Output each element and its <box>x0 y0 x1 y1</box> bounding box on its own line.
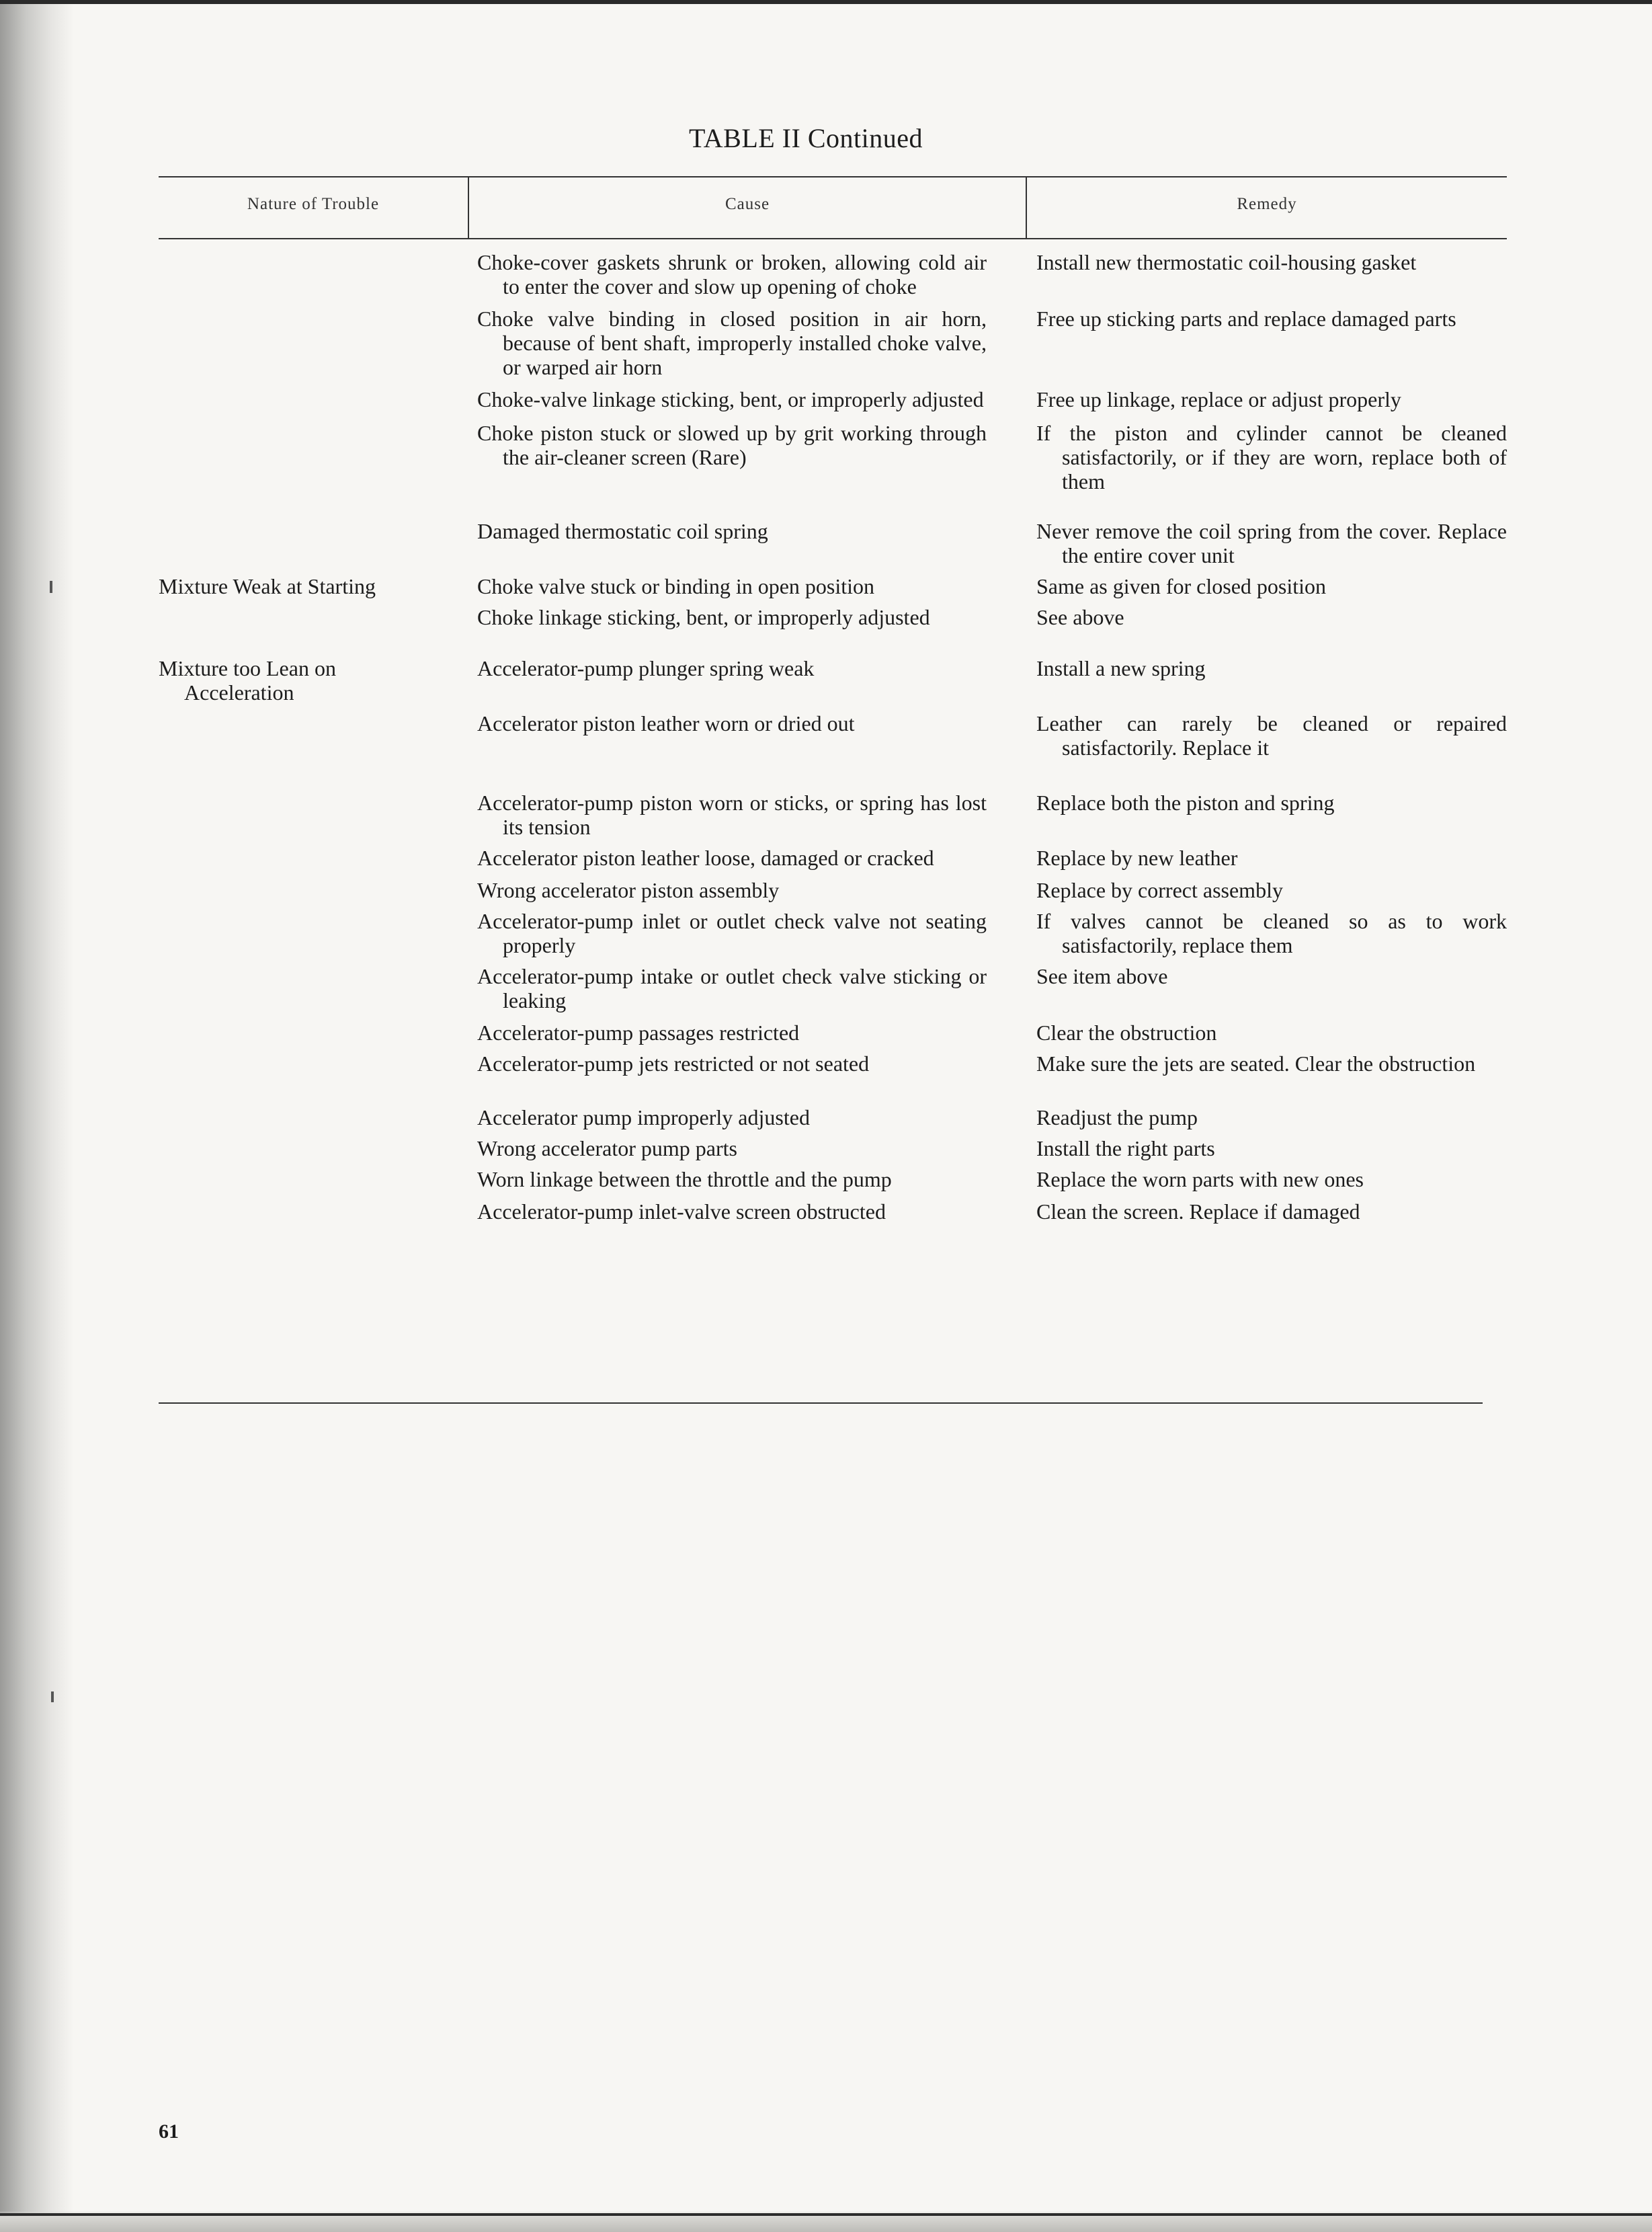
remedy-cell: See item above <box>1036 964 1168 988</box>
trouble-cell <box>159 878 477 902</box>
trouble-cell <box>159 1021 477 1045</box>
cause-cell: Choke-valve linkage sticking, bent, or improperly adjusted <box>477 387 984 411</box>
cause-cell: Accelerator-pump plunger spring weak <box>477 656 815 680</box>
remedy-cell: Free up linkage, replace or adjust properly <box>1036 387 1401 411</box>
trouble-cell <box>159 964 477 1012</box>
remedy-cell: Leather can rarely be cleaned or repaired satisfactorily. Replace it <box>1036 711 1507 760</box>
trouble-cell <box>159 791 477 839</box>
table-row <box>159 605 1507 629</box>
remedy-cell: See above <box>1036 605 1124 629</box>
cause-cell: Damaged thermostatic coil spring <box>477 519 768 543</box>
table-row <box>159 574 1507 598</box>
remedy-cell: Replace by new leather <box>1036 846 1238 870</box>
table-row <box>159 711 1507 760</box>
cause-cell: Accelerator-pump passages restricted <box>477 1021 800 1045</box>
trouble-cell <box>159 909 477 957</box>
table-row <box>159 1105 1507 1129</box>
remedy-cell: Clean the screen. Replace if damaged <box>1036 1199 1360 1224</box>
trouble-cell <box>159 421 477 493</box>
cause-cell: Wrong accelerator piston assembly <box>477 878 780 902</box>
table-row <box>159 421 1507 493</box>
remedy-cell: Install a new spring <box>1036 656 1206 680</box>
remedy-cell: Replace by correct assembly <box>1036 878 1283 902</box>
table-title: TABLE II Continued <box>689 123 923 153</box>
margin-mark <box>51 1691 54 1702</box>
cause-cell: Accelerator piston leather loose, damaged or cracked <box>477 846 934 870</box>
column-header-trouble: Nature of Trouble <box>247 195 380 213</box>
trouble-cell <box>159 387 477 411</box>
remedy-cell: Same as given for closed position <box>1036 574 1327 598</box>
table-body <box>159 250 1507 1230</box>
table-row <box>159 1136 1507 1160</box>
trouble-cell <box>159 519 477 567</box>
cause-cell: Choke piston stuck or slowed up by grit working through the air-cleaner screen (Rare) <box>477 421 987 469</box>
page-number: 61 <box>159 2120 179 2143</box>
remedy-cell: Free up sticking parts and replace damaged parts <box>1036 307 1456 331</box>
trouble-cell <box>159 1167 477 1191</box>
trouble-cell <box>159 1105 477 1129</box>
remedy-cell: Make sure the jets are seated. Clear the obstruction <box>1036 1051 1476 1076</box>
table-row <box>159 307 1507 379</box>
table-row <box>159 1021 1507 1045</box>
cause-cell: Choke valve binding in closed position in air horn, because of bent shaft, improperly installed choke valve, or warped air horn <box>477 307 987 379</box>
table-row <box>159 909 1507 957</box>
column-header-remedy: Remedy <box>1237 195 1297 213</box>
remedy-cell: Never remove the coil spring from the cover. Replace the entire cover unit <box>1036 519 1507 567</box>
cause-cell: Worn linkage between the throttle and the pump <box>477 1167 892 1191</box>
remedy-cell: Readjust the pump <box>1036 1105 1198 1129</box>
trouble-cell <box>159 1051 477 1076</box>
table-header-rule <box>159 238 1507 239</box>
remedy-cell: Replace the worn parts with new ones <box>1036 1167 1364 1191</box>
cause-cell: Choke linkage sticking, bent, or improperly adjusted <box>477 605 930 629</box>
cause-cell: Wrong accelerator pump parts <box>477 1136 737 1160</box>
table-row <box>159 250 1507 298</box>
cause-cell: Choke-cover gaskets shrunk or broken, allowing cold air to enter the cover and slow up opening of choke <box>477 250 987 298</box>
cause-cell: Accelerator-pump jets restricted or not seated <box>477 1051 870 1076</box>
cause-cell: Choke valve stuck or binding in open position <box>477 574 875 598</box>
trouble-cell <box>159 605 477 629</box>
remedy-cell: If valves cannot be cleaned so as to work satisfactorily, replace them <box>1036 909 1507 957</box>
table-row <box>159 656 1507 705</box>
trouble-text: Mixture too Lean on <box>159 656 336 680</box>
table-row <box>159 387 1507 411</box>
table-row <box>159 791 1507 839</box>
remedy-cell: If the piston and cylinder cannot be cleaned satisfactorily, or if they are worn, replace both of them <box>1036 421 1507 493</box>
page-top-edge <box>0 0 1652 4</box>
table-row <box>159 1051 1507 1076</box>
trouble-cell <box>159 1199 477 1224</box>
table-top-rule <box>159 176 1507 177</box>
table-bottom-rule <box>159 1402 1483 1404</box>
trouble-cell <box>159 1136 477 1160</box>
column-header-cause: Cause <box>725 195 770 213</box>
trouble-text: Mixture Weak at Starting <box>159 574 376 598</box>
cause-cell: Accelerator piston leather worn or dried out <box>477 711 855 735</box>
remedy-cell: Install the right parts <box>1036 1136 1215 1160</box>
trouble-cell <box>159 250 477 298</box>
cause-cell: Accelerator-pump piston worn or sticks, or spring has lost its tension <box>477 791 987 839</box>
table-row <box>159 878 1507 902</box>
table-row <box>159 519 1507 567</box>
trouble-cell <box>159 574 477 598</box>
page-binding-shadow <box>0 0 74 2232</box>
trouble-cell <box>159 656 477 705</box>
table-row <box>159 1199 1507 1224</box>
trouble-text: Acceleration <box>184 680 294 705</box>
table-row <box>159 964 1507 1012</box>
table-row <box>159 846 1507 870</box>
remedy-cell: Replace both the piston and spring <box>1036 791 1335 815</box>
trouble-cell <box>159 307 477 379</box>
margin-mark <box>50 581 52 593</box>
cause-cell: Accelerator pump improperly adjusted <box>477 1105 810 1129</box>
cause-cell: Accelerator-pump inlet or outlet check valve not seating properly <box>477 909 987 957</box>
remedy-cell: Install new thermostatic coil-housing gasket <box>1036 250 1417 274</box>
table-row <box>159 1167 1507 1191</box>
cause-cell: Accelerator-pump inlet-valve screen obstructed <box>477 1199 886 1224</box>
cause-cell: Accelerator-pump intake or outlet check valve sticking or leaking <box>477 964 987 1012</box>
trouble-cell <box>159 846 477 870</box>
page-bottom-rule <box>0 2213 1652 2216</box>
remedy-cell: Clear the obstruction <box>1036 1021 1217 1045</box>
trouble-cell <box>159 711 477 760</box>
